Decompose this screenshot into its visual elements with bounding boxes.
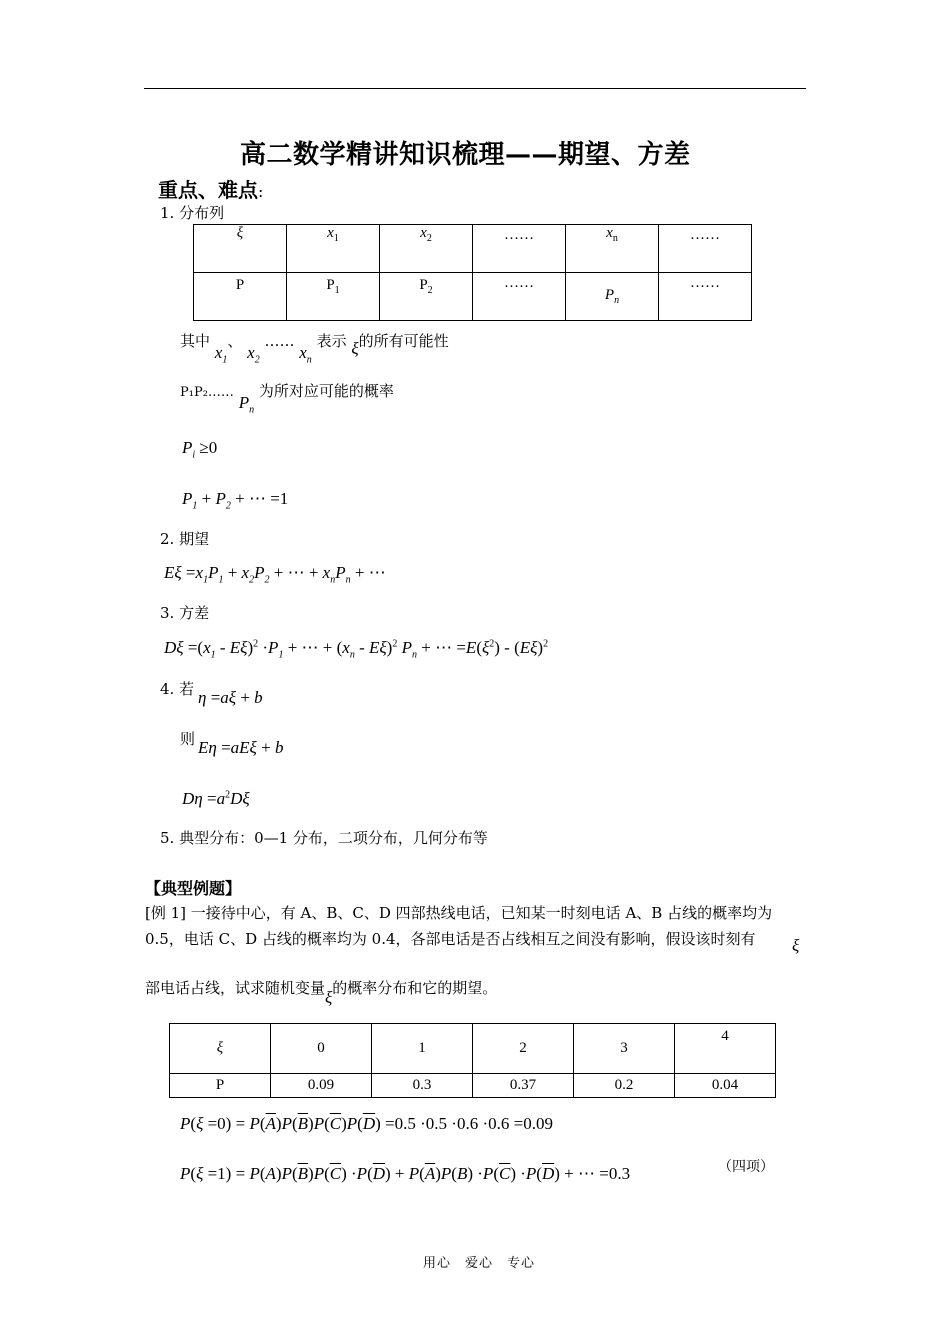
item-typical-distributions: 5. 典型分布：0—1 分布，二项分布，几何分布等 — [160, 829, 488, 847]
calc-note: （四项） — [718, 1159, 774, 1175]
table-cell: …… — [473, 225, 566, 273]
table-cell: $P_1$ — [287, 273, 380, 321]
table-cell: 0.3 — [372, 1074, 473, 1098]
table-cell: 3 — [574, 1024, 675, 1074]
note-possible-values: 其中 $x_1$、 $x_2$ …… $x_n$ 表示 ξ的所有可能性 — [180, 332, 449, 366]
table-row — [194, 225, 752, 273]
calc-xi-one: $P(\xi =1) = P(A)P(\overline{B})P(\overline{C}) \cdot P(\overline{D}) + P(\overline{A})P(B) \cdot P(\overline{C}) \cdot P(\overline{D})$ + ⋯ =0.3 — [180, 1164, 631, 1183]
table-cell: …… — [473, 273, 566, 321]
note-probabilities: P₁P₂…… $P_n$ 为所对应可能的概率 — [180, 382, 394, 416]
distribution-table — [193, 224, 752, 321]
table-cell: $P_2$ — [380, 273, 473, 321]
formula-eta-expectation: Eη =aEξ + b — [198, 738, 284, 757]
table-cell: P — [170, 1074, 271, 1098]
table-cell: …… — [659, 225, 752, 273]
formula-probability-sum: $P_1 + P_2$ + ⋯ =1 — [182, 489, 289, 512]
formula-eta-definition: η =aξ + b — [198, 688, 263, 707]
table-cell: 0.09 — [271, 1074, 372, 1098]
calc-xi-zero: $P(\xi =0) = P(\overline{A})P(\overline{B})P(\overline{C})P(\overline{D}) =0.5 \cdot 0.5 \cdot 0.6 \cdot 0.6 =0.09$ — [180, 1114, 553, 1133]
label-then: 则 — [180, 730, 196, 748]
table-row — [194, 273, 752, 321]
table-cell: $P_n$ — [566, 273, 659, 321]
page-footer: 用心 爱心 专心 — [423, 1256, 536, 1271]
probability-table — [169, 1023, 776, 1098]
table-cell: $x_1$ — [287, 225, 380, 273]
xi-symbol: ξ — [792, 936, 800, 955]
table-cell: 4 — [675, 1024, 776, 1074]
table-cell: $x_n$ — [566, 225, 659, 273]
header-rule — [144, 88, 806, 89]
table-cell: ξ — [170, 1024, 271, 1074]
formula-eta-variance: $D\eta =a^2D\xi$ — [182, 789, 250, 808]
section-heading: 重点、难点: — [158, 178, 264, 202]
example-text-line: 部电话占线，试求随机变量ξ的概率分布和它的期望。 — [145, 979, 498, 1007]
table-cell: 0.2 — [574, 1074, 675, 1098]
table-cell: P — [194, 273, 287, 321]
table-cell: ξ — [194, 225, 287, 273]
table-cell: 0 — [271, 1024, 372, 1074]
item-linear-transform: 4. 若 — [160, 680, 195, 698]
item-variance: 3. 方差 — [160, 604, 210, 622]
table-row — [170, 1074, 776, 1098]
table-cell: …… — [659, 273, 752, 321]
table-cell: 0.04 — [675, 1074, 776, 1098]
formula-expectation: $E\xi =x_1P_1 + x_2P_2$ + ⋯ + $x_nP_n$ + ⋯ — [164, 563, 386, 586]
table-row — [170, 1024, 776, 1074]
example-text-line: [例 1] 一接待中心，有 A、B、C、D 四部热线电话，已知某一时刻电话 A、B 占线的概率均为 — [145, 904, 773, 922]
formula-probability-nonnegative: $P_i \ge 0$ — [182, 438, 218, 461]
examples-heading: 【典型例题】 — [145, 879, 242, 898]
table-cell: $x_2$ — [380, 225, 473, 273]
table-cell: 2 — [473, 1024, 574, 1074]
table-cell: 0.37 — [473, 1074, 574, 1098]
example-text-line: 0.5，电话 C、D 占线的概率均为 0.4，各部电话是否占线相互之间没有影响，假设该时刻有 — [145, 930, 756, 948]
item-distribution: 1. 分布列 — [160, 204, 225, 222]
page-title: 高二数学精讲知识梳理——期望、方差 — [240, 140, 691, 170]
table-cell: 1 — [372, 1024, 473, 1074]
formula-variance: $D\xi =(x_1 - E\xi)^2 \cdot P_1$ + ⋯ + $(x_n - E\xi)^2$ $P_n$ + ⋯ $=E(\xi^2) - (E\xi)^2$ — [164, 638, 549, 661]
item-expectation: 2. 期望 — [160, 530, 210, 548]
